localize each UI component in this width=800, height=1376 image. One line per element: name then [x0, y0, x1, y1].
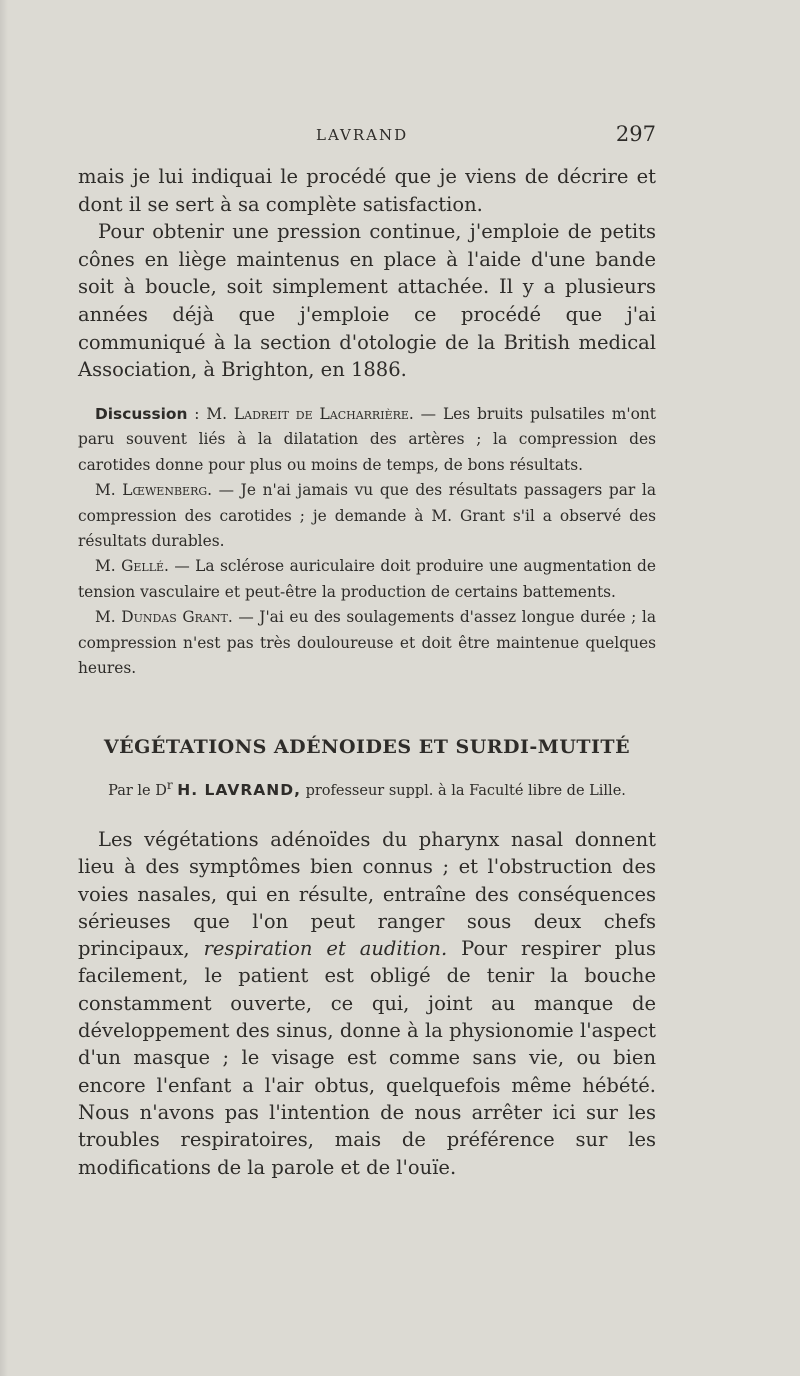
discussion-text-1: — Les bruits pulsatiles m'ont paru souvent liés à la dilatation des artères ; la compression des carotides donne pour plus ou moins de temps, de bons résultats. — [78, 405, 656, 474]
article-paragraph — [78, 826, 656, 1181]
page-header — [78, 122, 656, 150]
byline-superscript: r — [166, 778, 173, 792]
discussion-label: Discussion — [95, 405, 188, 423]
discussion-text-2: — Je n'ai jamais vu que des résultats passagers par la compression des carotides ; je demande à M. Grant s'il a observé des résultats durables. — [78, 481, 656, 551]
article-text-1: Les végétations adénoïdes du pharynx nasal donnent lieu à des symptômes bien connus ; et l'obstruction des voies nasales, qui en résulte, entraîne des conséquences sérieuses que l'on peut ranger sous deux chefs principaux, — [78, 828, 656, 961]
intro-paragraph-2: Pour obtenir une pression continue, j'emploie de petits cônes en liège maintenus en place à l'aide d'une bande soit à boucle, soit simplement attachée. Il y a plusieurs années déjà que j'emploie ce procédé que j'ai communiqué à la section d'otologie de la British medical Association, à Brighton, en 1886. — [78, 220, 656, 382]
byline-author: H. LAVRAND, — [177, 780, 301, 799]
article-text-italic: respiration et audition. — [203, 937, 448, 961]
byline-prefix: Par le D — [108, 782, 167, 799]
discussion-paragraph-1: Discussion : M. Ladreit de Lacharrière. — Les bruits pulsatiles m'ont paru souvent liés à la dilatation des artères ; la compression des carotides donne pour plus ou moins de temps, de bons résultats. — [78, 405, 656, 474]
discussion-text-3: — La sclérose auriculaire doit produire une augmentation de tension vasculaire et peut-être la production de certains battements. — [78, 557, 657, 601]
page-number: 297 — [615, 122, 656, 146]
article-body — [78, 826, 656, 1181]
page-edge-shadow — [0, 0, 8, 1376]
article-byline — [78, 778, 656, 799]
speaker-ladreit: M. Ladreit de Lacharrière. — [206, 405, 414, 423]
discussion-section — [78, 402, 656, 681]
intro-text — [78, 163, 656, 384]
discussion-text-4: — J'ai eu des soulagements d'assez longue durée ; la compression n'est pas très douloureuse et doit être maintenue quelques heures. — [78, 608, 656, 678]
article-title: VÉGÉTATIONS ADÉNOIDES ET SURDI-MUTITÉ — [103, 736, 631, 758]
article-text-2: Pour respirer plus facilement, le patient est obligé de tenir la bouche constamment ouverte, ce qui, joint au manque de développement des sinus, donne à la physionomie l'aspect d'un masque ; le visage est comme sans vie, ou bien encore l'enfant a l'air obtus, quelquefois même hébété. Nous n'avons pas l'intention de nous arrêter ici sur les troubles respiratoires, mais de préférence sur les modifications de la parole et de l'ouïe. — [78, 937, 656, 1179]
discussion-paragraph-2 — [78, 478, 656, 554]
speaker-dundas-grant: M. Dundas Grant. — [95, 608, 233, 627]
running-title: LAVRAND — [316, 126, 409, 144]
byline-affiliation: professeur suppl. à la Faculté libre de Lille. — [300, 782, 626, 799]
discussion-paragraph-4 — [78, 605, 656, 681]
speaker-gelle: M. Gellé. — [95, 557, 169, 576]
discussion-paragraph-3 — [78, 554, 656, 605]
intro-paragraph-1: mais je lui indiquai le procédé que je viens de décrire et dont il se sert à sa complète satisfaction. — [78, 165, 656, 216]
speaker-loewenberg: M. Lœwenberg. — [95, 481, 213, 500]
